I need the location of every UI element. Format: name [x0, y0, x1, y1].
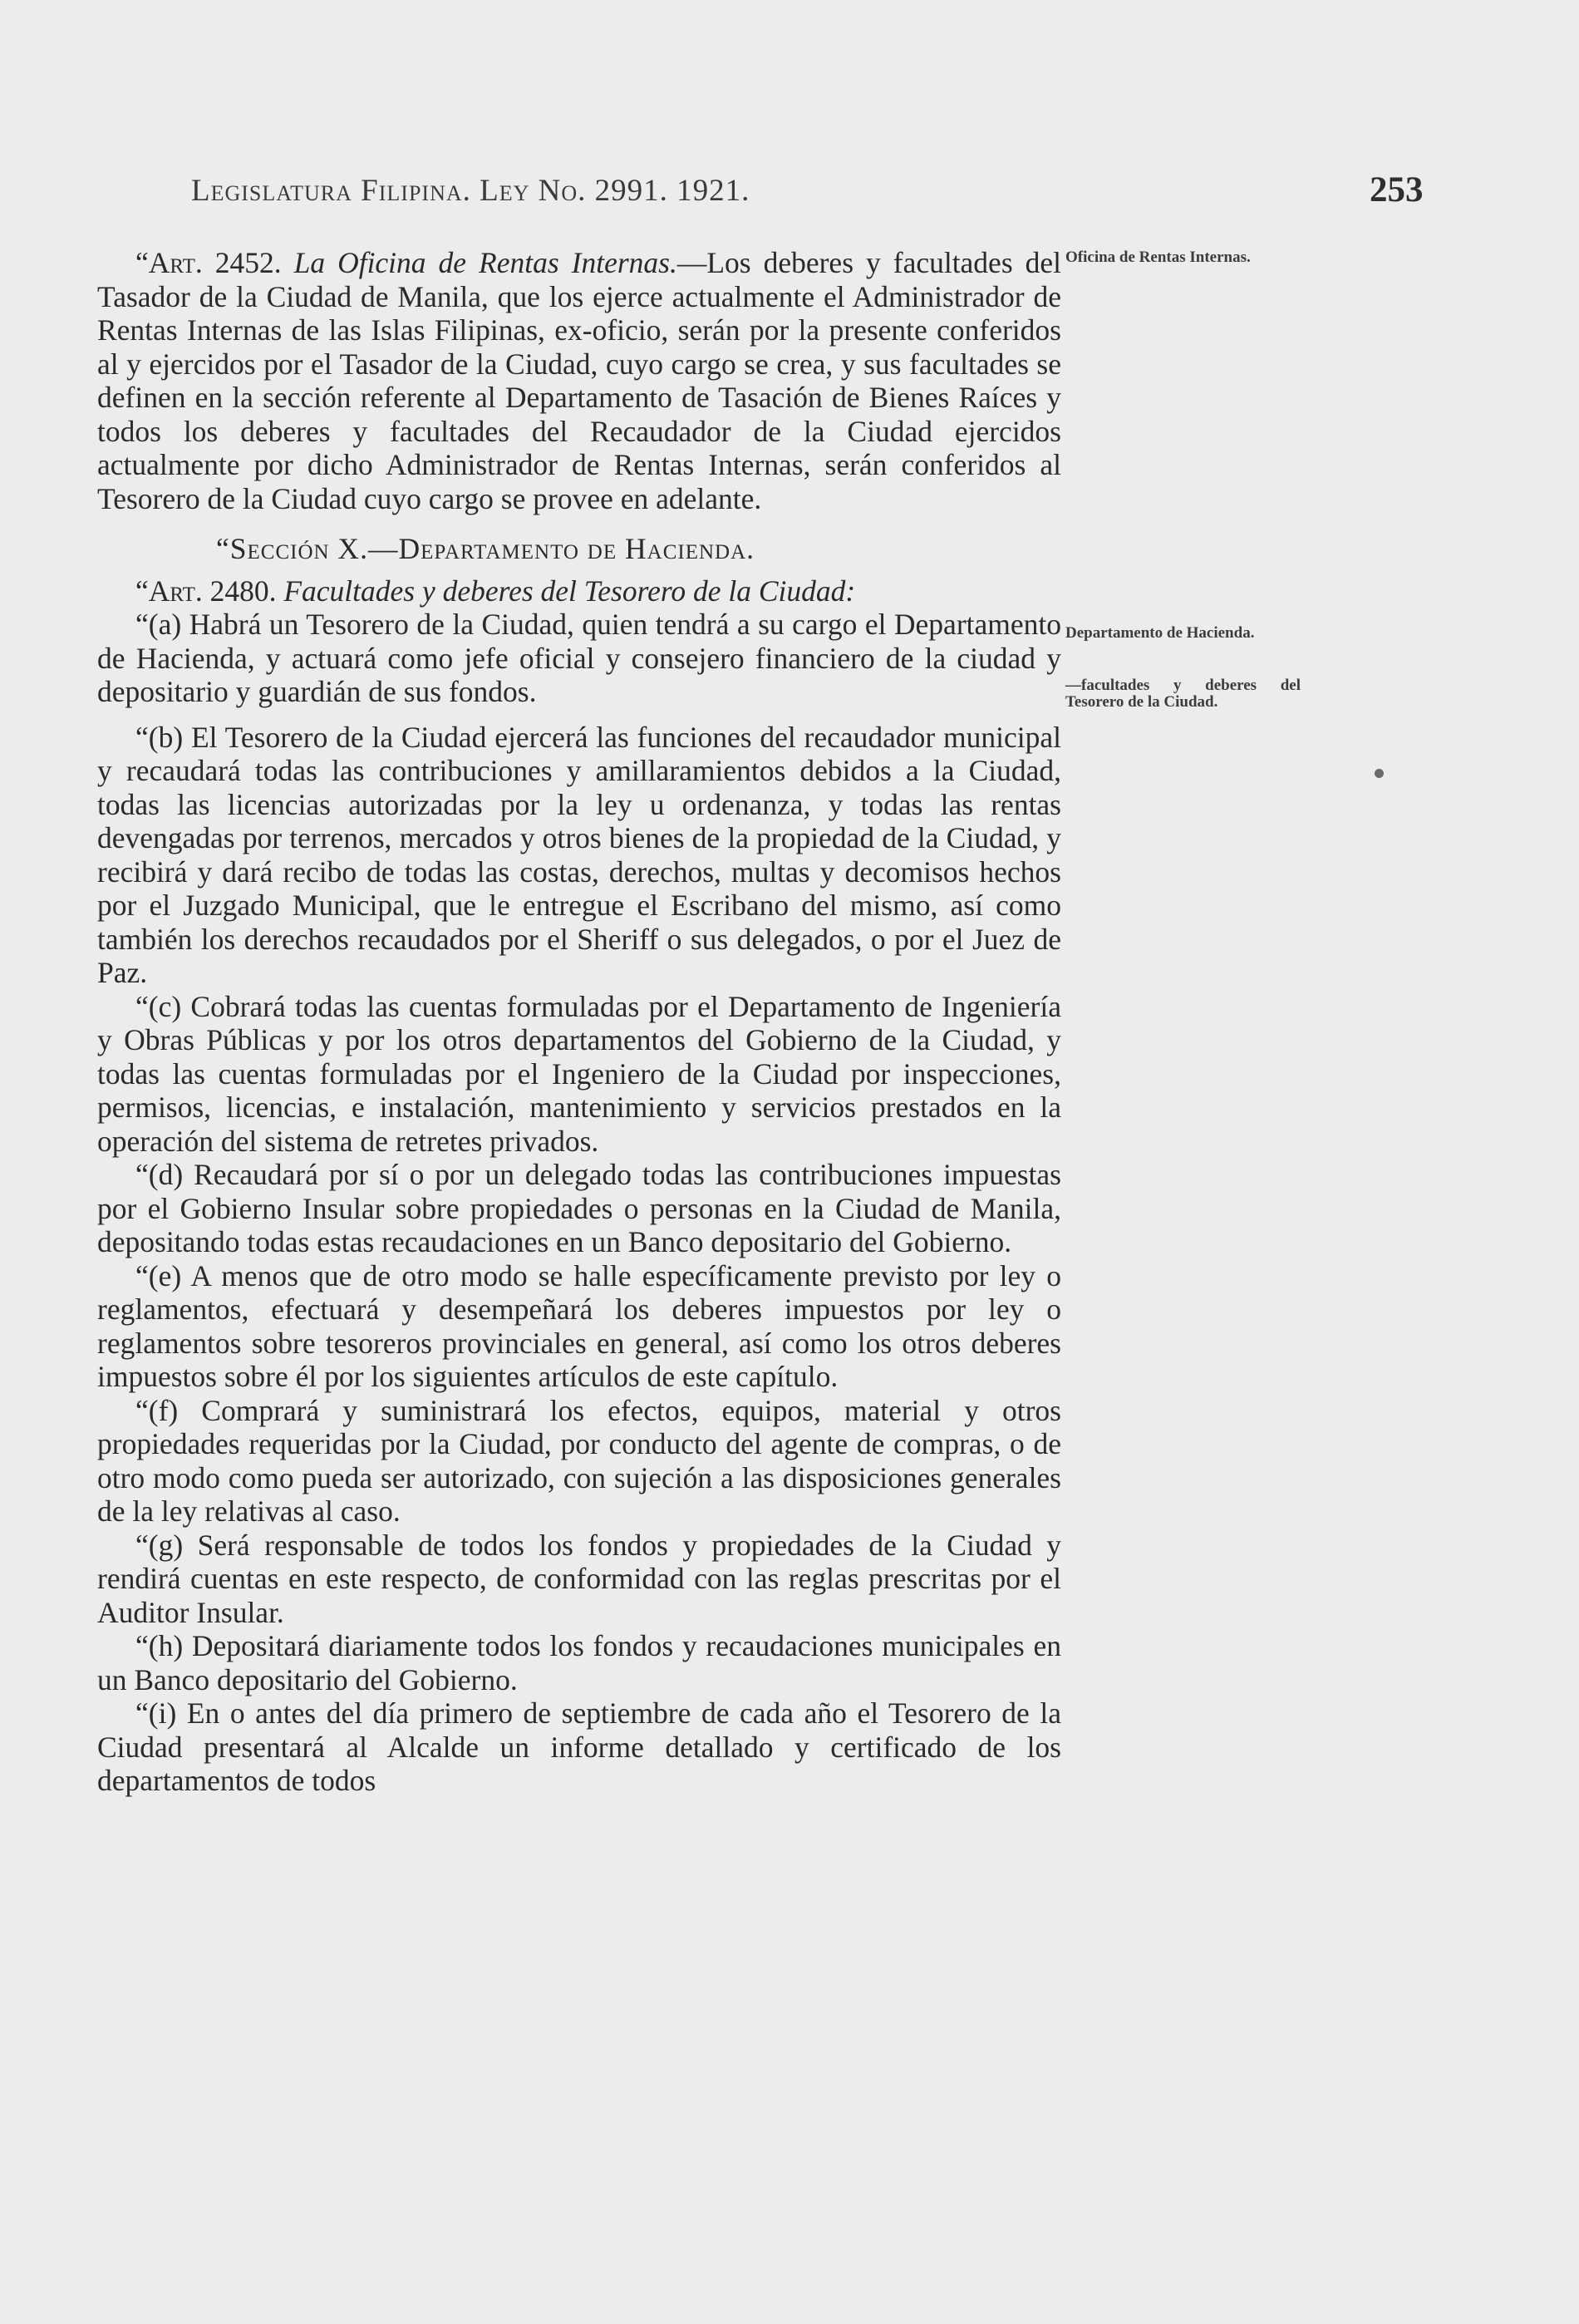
paragraph-g-label: “(g)	[135, 1528, 184, 1562]
paragraph-g-text: Será responsable de todos los fondos y propiedades de la Ciudad y rendirá cuentas en este respecto, de conformidad con las reglas prescritas por el Auditor Insular.	[97, 1528, 1061, 1629]
paragraph-h	[97, 1629, 1061, 1696]
margin-note-departamento-hacienda: Departamento de Hacienda.	[1065, 624, 1255, 642]
paragraph-e	[97, 1259, 1061, 1394]
paragraph-f-label: “(f)	[135, 1393, 179, 1427]
paragraph-a-label: “(a)	[135, 608, 182, 641]
paragraph-c-label: “(c)	[135, 989, 182, 1023]
paragraph-g	[97, 1529, 1061, 1630]
art-2452-text: —Los deberes y facultades del Tasador de la Ciudad de Manila, que los ejerce actualmente el Administrador de Rentas Internas de las Islas Filipinas, ex-oficio, serán por la presente conferidos al y ejercidos por el Tasador de la Ciudad, cuyo cargo se crea, y sus facultades se definen en la sección referente al Departamento de Tasación de Bienes Raíces y todos los deberes y facultades del Recaudador de la Ciudad ejercidos actualmente por dicho Administrador de Rentas Internas, serán conferidos al Tesorero de la Ciudad cuyo cargo se provee en adelante.	[97, 246, 1061, 515]
paragraph-d	[97, 1158, 1061, 1259]
paragraph-f	[97, 1394, 1061, 1529]
paragraph-b	[97, 721, 1061, 990]
page-number: 253	[1370, 170, 1424, 209]
paragraph-d-label: “(d)	[135, 1158, 184, 1191]
paragraph-h-text: Depositará diariamente todos los fondos y recaudaciones municipales en un Banco depositario del Gobierno.	[97, 1629, 1061, 1696]
article-2452	[97, 246, 1061, 515]
running-head: Legislatura Filipina. Ley No. 2991. 1921.	[191, 174, 750, 208]
art-2452-label: “Art. 2452.	[135, 246, 294, 279]
ink-speck	[1375, 769, 1384, 778]
paragraph-d-text: Recaudará por sí o por un delegado todas las contribuciones impuestas por el Gobierno Insular sobre propiedades o personas en la Ciudad de Manila, depositando todas estas recaudaciones en un Banco depositario del Gobierno.	[97, 1158, 1061, 1258]
paragraph-f-text: Comprará y suministrará los efectos, equipos, material y otros propiedades requeridas por la Ciudad, por conducto del agente de compras, o de otro modo como pueda ser autorizado, con sujeción a las disposiciones generales de la ley relativas al caso.	[97, 1393, 1061, 1528]
paragraph-e-label: “(e)	[135, 1258, 182, 1292]
margin-note-facultades-tesorero: —facultades y deberes del Tesorero de la Ciudad.	[1065, 677, 1301, 711]
paragraph-i-label: “(i)	[135, 1696, 177, 1730]
paragraph-b-text: El Tesorero de la Ciudad ejercerá las funciones del recaudador municipal y recaudará todas las contribuciones y amillaramientos debidos a la Ciudad, todas las licencias autorizadas por la ley u ordenanza, y todas las rentas devengadas por terrenos, mercados y otros bienes de la propiedad de la Ciudad, y recibirá y dará recibo de todas las costas, derechos, multas y decomisos hechos por el Juzgado Municipal, que le entregue el Escribano del mismo, así como también los derechos recaudados por el Sheriff o sus delegados, o por el Juez de Paz.	[97, 720, 1061, 989]
article-2480-heading	[97, 574, 1061, 608]
section-heading: “Sección X.—Departamento de Hacienda.	[216, 532, 755, 565]
paragraph-c-text: Cobrará todas las cuentas formuladas por el Departamento de Ingeniería y Obras Públicas y por los otros departamentos del Gobierno de la Ciudad, y todas las cuentas formuladas por el Ingeniero de la Ciudad por inspecciones, permisos, licencias, e instalación, mantenimiento y servicios prestados en la operación del sistema de retretes privados.	[97, 989, 1061, 1158]
art-2452-title: La Oficina de Rentas Internas.	[293, 246, 677, 279]
art-2480-title: Facultades y deberes del Tesorero de la Ciudad:	[283, 574, 856, 608]
paragraph-a-text: Habrá un Tesorero de la Ciudad, quien tendrá a su cargo el Departamento de Hacienda, y actuará como jefe oficial y consejero financiero de la ciudad y depositario y guardián de sus fondos.	[97, 608, 1061, 708]
paragraph-c	[97, 990, 1061, 1159]
paragraph-i-text: En o antes del día primero de septiembre de cada año el Tesorero de la Ciudad presentará al Alcalde un informe detallado y certificado de los departamentos de todos	[97, 1696, 1061, 1797]
paragraph-b-label: “(b)	[135, 720, 184, 754]
art-2480-label: “Art. 2480.	[135, 574, 284, 608]
paragraph-a	[97, 608, 1061, 709]
body-text	[97, 246, 1061, 1798]
paragraph-h-label: “(h)	[135, 1629, 184, 1662]
margin-note-oficina-rentas: Oficina de Rentas Internas.	[1065, 249, 1251, 266]
paragraph-i	[97, 1696, 1061, 1798]
paragraph-e-text: A menos que de otro modo se halle específicamente previsto por ley o reglamentos, efectuará y desempeñará los deberes impuestos por ley o reglamentos sobre tesoreros provinciales en general, así como los otros deberes impuestos sobre él por los siguientes artículos de este capítulo.	[97, 1258, 1061, 1393]
